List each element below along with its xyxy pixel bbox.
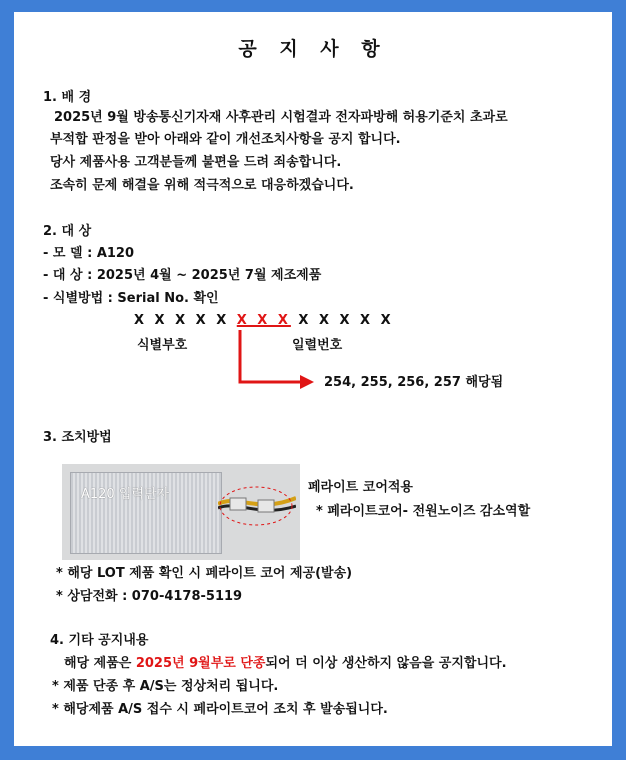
product-photo [62, 464, 300, 560]
target-period: - 대 상 : 2025년 4월 ~ 2025년 7월 제조제품 [43, 268, 322, 283]
contact-phone: * 상담전화 : 070-4178-5119 [56, 589, 243, 604]
red-arrow-icon [14, 12, 612, 412]
target-model: - 모 델 : A120 [43, 246, 135, 261]
serial-label-number: 일렬번호 [292, 338, 343, 353]
section-4-heading: 4. 기타 공지내용 [50, 633, 149, 648]
background-line-4: 조속히 문제 해결을 위해 적극적으로 대응하겠습니다. [50, 178, 354, 193]
ferrite-core-label: 페라이트 코어적용 [308, 480, 413, 495]
background-line-2: 부적합 판정을 받아 아래와 같이 개선조치사항을 공지 합니다. [50, 132, 401, 147]
as-note: * 제품 단종 후 A/S는 정상처리 됩니다. [52, 679, 279, 694]
discontinue-date: 2025년 9월부로 단종 [135, 656, 266, 671]
target-identify-method: - 식별방법 : Serial No. 확인 [43, 291, 219, 306]
background-line-3: 당사 제품사용 고객분들께 불편을 드려 죄송합니다. [50, 155, 342, 170]
ferrite-core-note: * 페라이트코어- 전원노이즈 감소역할 [316, 504, 531, 519]
discontinue-notice [64, 656, 507, 672]
serial-prefix: X X X X X [134, 313, 230, 328]
section-1-heading: 1. 배 경 [43, 90, 92, 105]
ferrite-cable-icon [218, 486, 296, 526]
photo-label: A120 입력단자 [81, 487, 170, 502]
section-3-heading: 3. 조치방법 [43, 430, 112, 445]
section-2-heading: 2. 대 상 [43, 224, 92, 239]
as-ferrite-note: * 해당제품 A/S 접수 시 페라이트코어 조치 후 발송됩니다. [52, 702, 388, 717]
notice-page [14, 12, 612, 746]
page-title: 공 지 사 항 [238, 38, 388, 60]
discontinue-pre: 해당 제품은 [64, 656, 136, 671]
device-image [70, 472, 222, 554]
lot-note: * 해당 LOT 제품 확인 시 페라이트 코어 제공(발송) [56, 566, 353, 581]
serial-label-id: 식별부호 [137, 338, 188, 353]
discontinue-post: 되어 더 이상 생산하지 않음을 공지합니다. [265, 656, 507, 671]
applicable-serials: 254, 255, 256, 257 해당됨 [324, 375, 504, 390]
serial-suffix: X X X X X [298, 313, 394, 328]
background-line-1: 2025년 9월 방송통신기자재 사후관리 시험결과 전자파방해 허용기준치 초과로 [54, 110, 508, 125]
serial-highlight: X X X [236, 313, 291, 328]
